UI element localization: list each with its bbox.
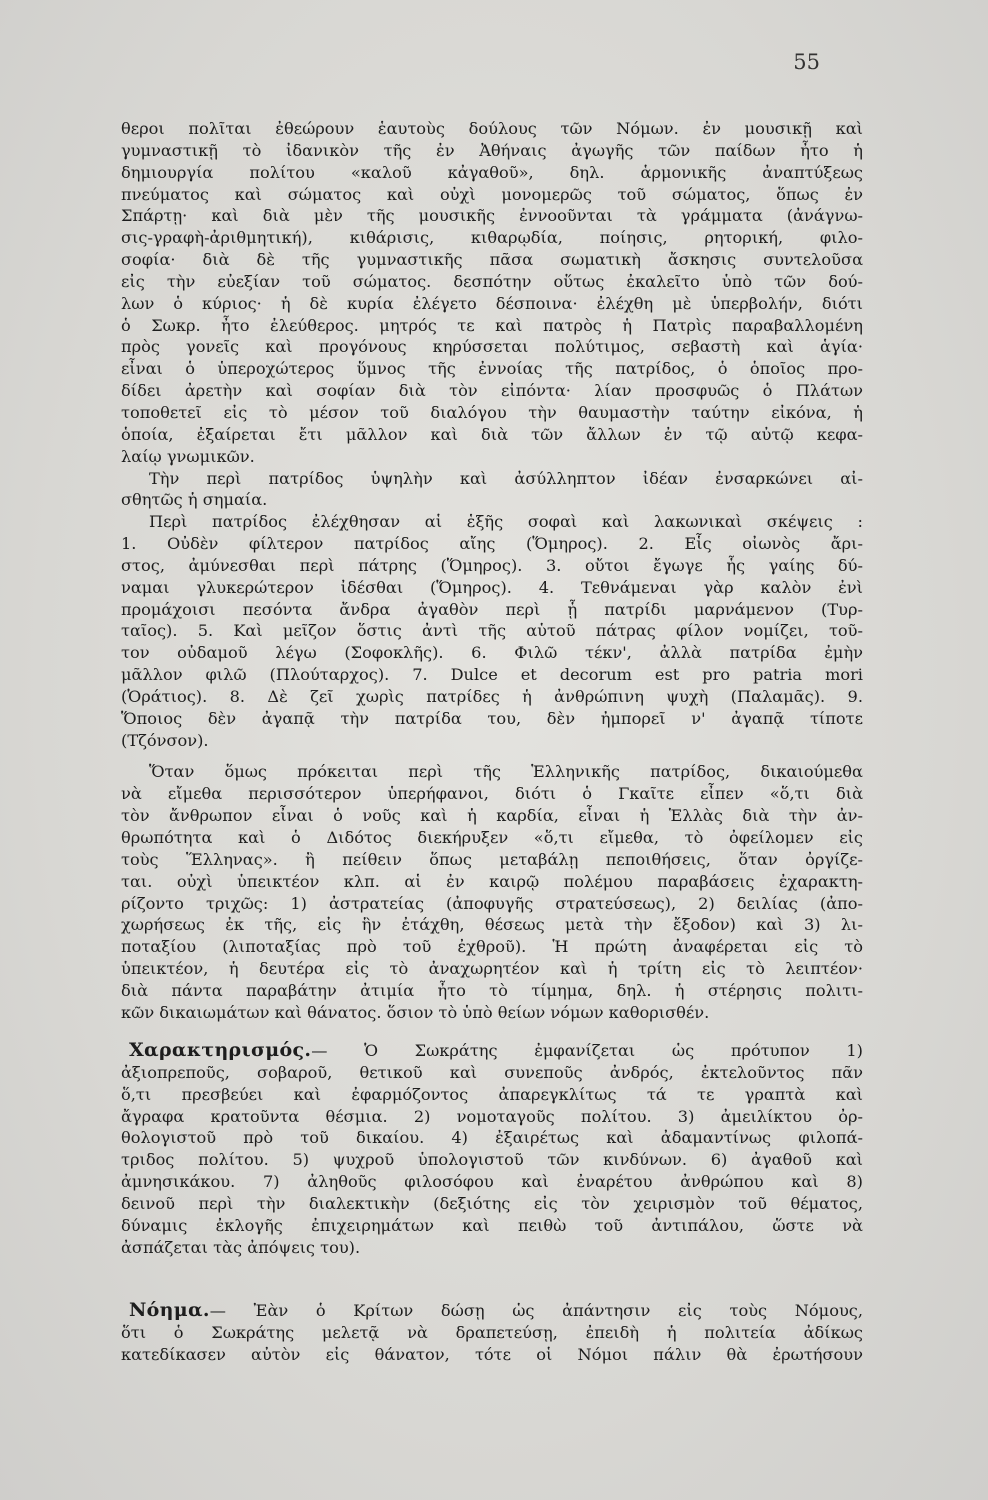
text-line: ὅτι ὁ Σωκράτης μελετᾷ νὰ δραπετεύσῃ, ἐπειδὴ ἡ πολιτεία ἀδίκως xyxy=(121,1322,863,1342)
text-line: τοποθετεῖ εἰς τὸ μέσον τοῦ διαλόγου τὴν θαυμαστὴν ταύτην εἰκόνα, ἡ xyxy=(121,402,863,422)
text-line: ἀσπάζεται τὰς ἀπόψεις του). xyxy=(121,1237,361,1257)
text-line: (Ὁράτιος). 8. Δὲ ζεῖ χωρὶς πατρίδες ἡ ἀνθρώπινη ψυχὴ (Παλαμᾶς). 9. xyxy=(121,686,863,706)
text-line: τριδος πολίτου. 5) ψυχροῦ ὑπολογιστοῦ τῶν κινδύνων. 6) ἀγαθοῦ καὶ xyxy=(121,1150,863,1170)
text-line: κῶν δικαιωμάτων καὶ θάνατος. ὅσιον τὸ ὑπὸ θείων νόμων καθορισθέν. xyxy=(121,1002,710,1022)
text-line: Σπάρτῃ· καὶ διὰ μὲν τῆς μουσικῆς ἐννοοῦνται τὰ γράμματα (ἀνάγνω- xyxy=(121,206,863,226)
text-line: ὁ Σωκρ. ἦτο ἐλεύθερος. μητρός τε καὶ πατρὸς ἡ Πατρὶς παραβαλλομένη xyxy=(121,315,863,335)
text-line: λων ὁ κύριος· ἡ δὲ κυρία ἐλέγετο δέσποινα· ἐλέχθη μὲ ὑπερβολήν, διότι xyxy=(121,293,863,313)
text-line: δημιουργία πολίτου «καλοῦ κἀγαθοῦ», δηλ. ἁρμονικῆς ἀναπτύξεως xyxy=(121,162,863,182)
text-line: κατεδίκασεν αὐτὸν εἰς θάνατον, τότε οἱ Νόμοι πάλιν θὰ ἐρωτήσουν xyxy=(121,1344,863,1364)
text-line: χωρήσεως ἐκ τῆς, εἰς ἣν ἐτάχθη, θέσεως μετὰ τὴν ἔξοδον) καὶ 3) λι- xyxy=(121,915,863,935)
text-line: ἄγραφα κρατοῦντα θέσμια. 2) νομοταγοῦς πολίτου. 3) ἀμειλίκτου ὀρ- xyxy=(121,1106,863,1126)
text-line: θρωπότητα καὶ ὁ Διδότος διεκήρυξεν «ὅ,τι εἴμεθα, τὸ ὀφείλομεν εἰς xyxy=(121,828,863,847)
text-line: τον οὐδαμοῦ λέγω (Σοφοκλῆς). 6. Φιλῶ τέκν', ἀλλὰ πατρίδα ἐμὴν xyxy=(121,643,863,663)
text-line: γυμναστικῇ τὸ ἰδανικὸν τῆς ἐν Ἀθήναις ἀγωγῆς τῶν παίδων ἦτο ἡ xyxy=(121,140,863,160)
text-line: ἀμνησικάκου. 7) ἀληθοῦς φιλοσόφου καὶ ἐναρέτου ἀνθρώπου καὶ 8) xyxy=(121,1172,863,1192)
text-line: δίδει ἀρετὴν καὶ σοφίαν διὰ τὸν εἰπόντα· λίαν προσφυῶς ὁ Πλάτων xyxy=(121,381,863,401)
text-line: Χαρακτηρισμός.— Ὁ Σωκράτης ἐμφανίζεται ὡς πρότυπον 1) xyxy=(129,1040,863,1061)
text-line: πνεύματος καὶ σώματος καὶ οὐχὶ μονομερῶς τοῦ σώματος, ὅπως ἐν xyxy=(121,184,863,204)
text-line: ὑπεικτέον, ἡ δευτέρα εἰς τὸ ἀναχωρητέον καὶ ἡ τρίτη εἰς τὸ λειπτέον· xyxy=(121,959,863,979)
text-line: Περὶ πατρίδος ἐλέχθησαν αἱ ἑξῆς σοφαὶ καὶ λακωνικαὶ σκέψεις : xyxy=(149,512,863,532)
text-line: ρίζοντο τριχῶς: 1) ἀστρατείας (ἀποφυγῆς στρατεύσεως), 2) δειλίας (ἀπο- xyxy=(121,893,863,913)
text-line: ταῖος). 5. Καὶ μεῖζον ὅστις ἀντὶ τῆς αὑτοῦ πάτρας φίλον νομίζει, τοῦ- xyxy=(121,621,863,641)
text-line: νὰ εἴμεθα περισσότερον ὑπερήφανοι, διότι ὁ Γκαῖτε εἶπεν «ὅ,τι διὰ xyxy=(121,784,863,804)
text-line: στος, ἀμύνεσθαι περὶ πάτρης (Ὅμηρος). 3. οὔτοι ἔγωγε ἧς γαίης δύ- xyxy=(121,555,863,575)
text-line: τοὺς Ἕλληνας». ἢ πείθειν ὅπως μεταβάλῃ πεποιθήσεις, ὅταν ὀργίζε- xyxy=(121,849,863,869)
text-line: ναμαι γλυκερώτερον ἰδέσθαι (Ὅμηρος). 4. Τεθνάμεναι γὰρ καλὸν ἐνὶ xyxy=(121,577,863,597)
page-number: 55 xyxy=(793,50,820,74)
text-line: λαίῳ γνωμικῶν. xyxy=(121,446,255,466)
text-line: θολογιστοῦ πρὸ τοῦ δικαίου. 4) ἐξαιρέτως καὶ ἀδαμαντίνως φιλοπά- xyxy=(121,1128,863,1148)
section-heading: Νόημα. xyxy=(129,1300,210,1321)
text-line: ὅ,τι πρεσβεύει καὶ ἐφαρμόζοντος ἀπαρεγκλίτως τά τε γραπτὰ καὶ xyxy=(121,1084,863,1104)
text-line: ὁποία, ἐξαίρεται ἔτι μᾶλλον καὶ διὰ τῶν ἄλλων ἐν τῷ αὐτῷ κεφα- xyxy=(121,424,863,444)
text-line: προμάχοισι πεσόντα ἄνδρα ἀγαθὸν περὶ ᾗ πατρίδι μαρνάμενον (Τυρ- xyxy=(121,599,863,619)
text-line: τὸν ἄνθρωπον εἶναι ὁ νοῦς καὶ ἡ καρδία, εἶναι ἡ Ἑλλὰς διὰ τὴν ἀν- xyxy=(121,806,863,826)
text-line: σοφία· διὰ δὲ τῆς γυμναστικῆς πᾶσα σωματικὴ ἄσκησις συντελοῦσα xyxy=(121,250,863,270)
text-line: δύναμις ἐκλογῆς ἐπιχειρημάτων καὶ πειθὼ τοῦ ἀντιπάλου, ὥστε νὰ xyxy=(121,1215,863,1235)
section-heading: Χαρακτηρισμός. xyxy=(129,1040,312,1061)
text-line: μᾶλλον φιλῶ (Πλούταρχος). 7. Dulce et decorum est pro patria mori xyxy=(121,665,863,685)
text-line: 1. Οὐδὲν φίλτερον πατρίδος αἴης (Ὅμηρος). 2. Εἷς οἰωνὸς ἄρι- xyxy=(121,534,863,554)
text-line: σις-γραφὴ-ἀριθμητική), κιθάρισις, κιθαρῳδία, ποίησις, ρητορική, φιλο- xyxy=(121,228,863,248)
text-line: ποταξίου (λιποταξίας πρὸ τοῦ ἐχθροῦ). Ἡ πρώτη ἀναφέρεται εἰς τὸ xyxy=(121,937,863,957)
commentary-text xyxy=(121,118,863,1024)
text-line: πρὸς γονεῖς καὶ προγόνους κηρύσσεται πολύτιμος, σεβαστὴ καὶ ἁγία· xyxy=(121,337,863,357)
text-line: ἀξιοπρεποῦς, σοβαροῦ, θετικοῦ καὶ συνεποῦς ἀνδρός, ἐκτελοῦντος πᾶν xyxy=(121,1062,863,1082)
meaning-section xyxy=(121,1300,863,1366)
characterization-section xyxy=(121,1040,863,1258)
text-line: δεινοῦ περὶ τὴν διαλεκτικὴν (δεξιότης εἰς τὸν χειρισμὸν τοῦ θέματος, xyxy=(121,1193,863,1213)
text-line: Ὅταν ὅμως πρόκειται περὶ τῆς Ἑλληνικῆς πατρίδος, δικαιούμεθα xyxy=(149,762,863,782)
text-line: θεροι πολῖται ἐθεώρουν ἑαυτοὺς δούλους τῶν Νόμων. ἐν μουσικῇ καὶ xyxy=(121,119,863,138)
text-line: ται. οὐχὶ ὑπεικτέον κλπ. αἱ ἐν καιρῷ πολέμου παραβάσεις ἐχαρακτη- xyxy=(121,871,863,891)
text-line: Ὅποιος δὲν ἀγαπᾷ τὴν πατρίδα του, δὲν ἠμπορεῖ ν' ἀγαπᾷ τίποτε xyxy=(121,708,863,728)
text-line: Νόημα.— Ἐὰν ὁ Κρίτων δώσῃ ὡς ἀπάντησιν εἰς τοὺς Νόμους, xyxy=(129,1300,863,1321)
text-line: εἶναι ὁ ὑπεροχώτερος ὕμνος τῆς ἐννοίας τῆς πατρίδος, ὁ ὁποῖος προ- xyxy=(121,359,863,379)
text-line: διὰ πάντα παραβάτην ἀτιμία ἦτο τὸ τίμημα, δηλ. ἡ στέρησις πολιτι- xyxy=(121,980,863,1000)
text-line: (Τζόνσον). xyxy=(121,730,209,750)
text-line: Τὴν περὶ πατρίδος ὑψηλὴν καὶ ἀσύλληπτον ἰδέαν ἐνσαρκώνει αἰ- xyxy=(149,468,863,488)
text-line: σθητῶς ἡ σημαία. xyxy=(121,490,268,510)
text-line: εἰς τὴν εὐεξίαν τοῦ σώματος. δεσπότην οὕτως ἐκαλεῖτο ὑπὸ τῶν δού- xyxy=(121,271,863,291)
